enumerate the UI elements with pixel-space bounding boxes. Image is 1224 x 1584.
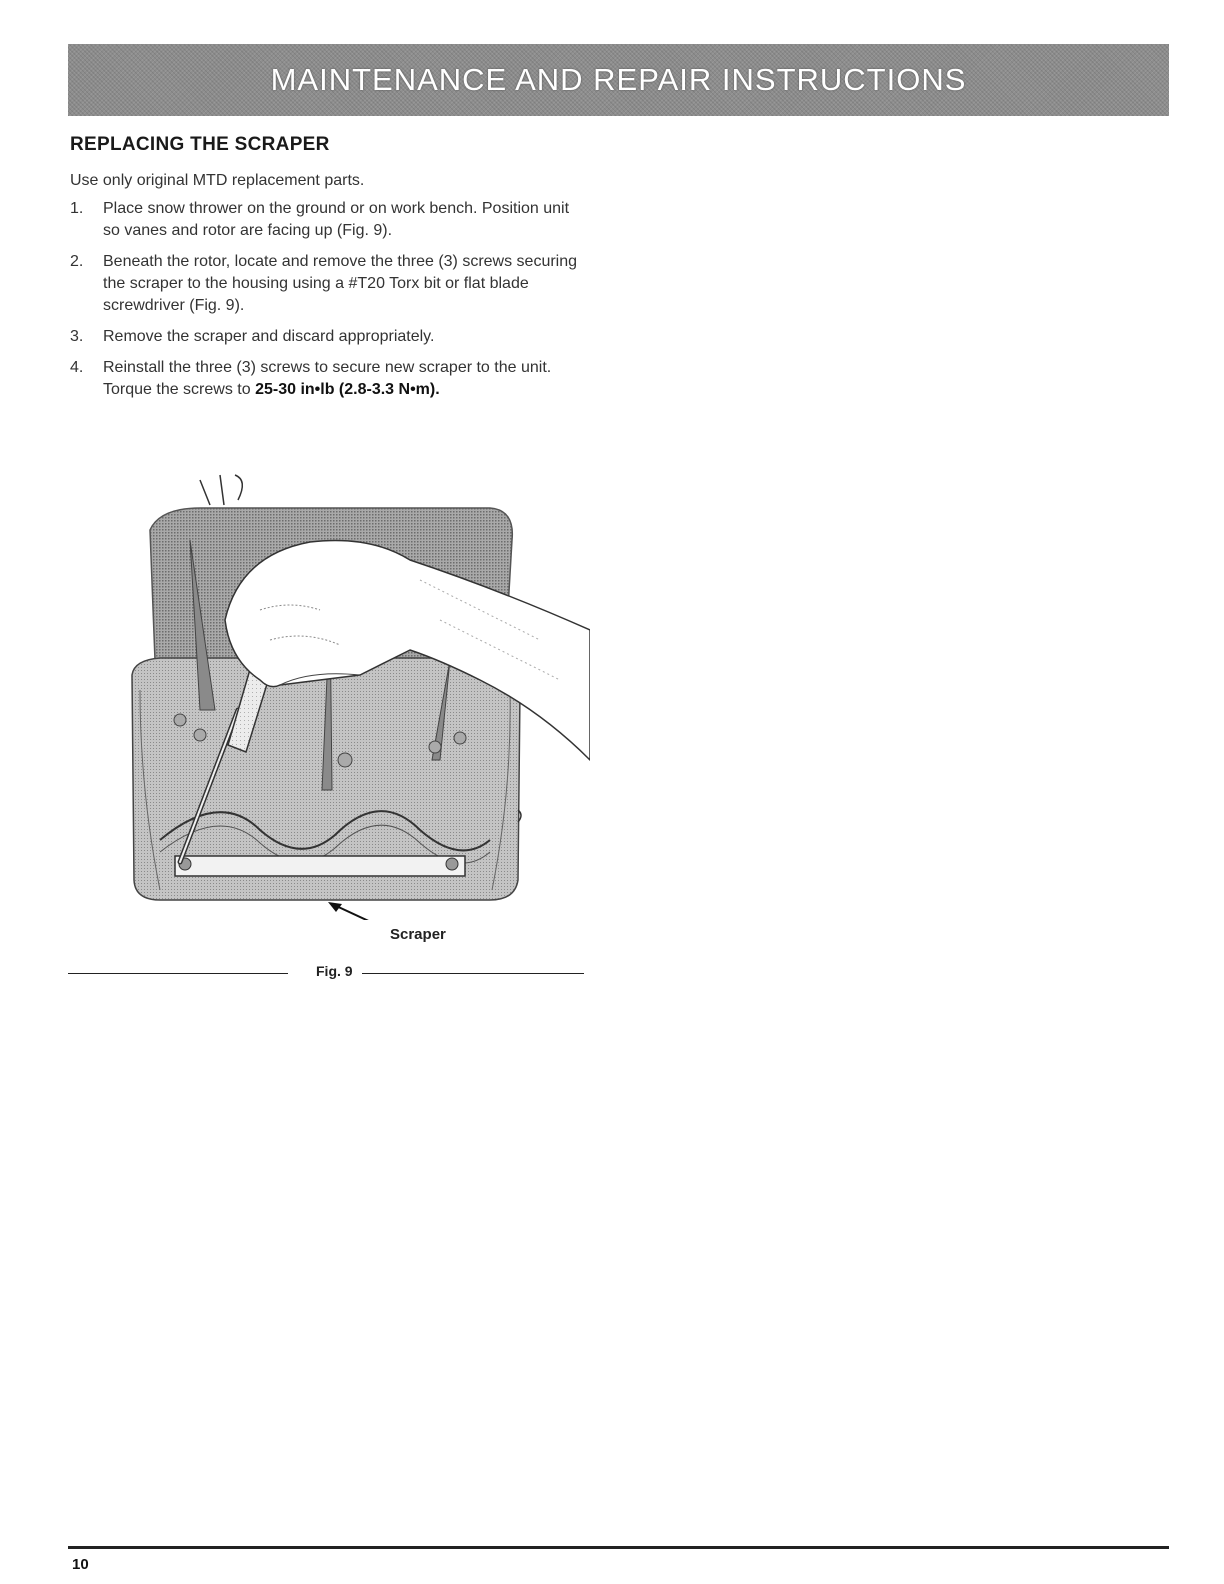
step-2 [70, 251, 590, 317]
caption-rule-left [68, 973, 288, 974]
figure-9-illustration [120, 460, 590, 920]
step-4 [70, 357, 590, 401]
step-1 [70, 198, 590, 242]
step-text: Place snow thrower on the ground or on work bench. Position unit so vanes and rotor are facing up (Fig. 9). [103, 200, 570, 239]
caption-rule-right [362, 973, 584, 974]
step-number: 3. [70, 328, 84, 345]
figure-caption: Fig. 9 [316, 963, 353, 979]
step-number: 4. [70, 359, 84, 376]
torque-spec: 25-30 in•lb (2.8-3.3 N•m). [255, 381, 440, 398]
header-bar [68, 44, 1169, 116]
scraper-callout-label: Scraper [390, 926, 446, 943]
step-text: Remove the scraper and discard appropriately. [103, 328, 435, 345]
step-3 [70, 326, 590, 348]
step-number: 1. [70, 200, 84, 217]
section-title: REPLACING THE SCRAPER [70, 134, 330, 155]
page-number: 10 [72, 1556, 89, 1573]
intro-text: Use only original MTD replacement parts. [70, 172, 365, 189]
step-text: Beneath the rotor, locate and remove the three (3) screws securing the scraper to the housing using a #T20 Torx bit or flat blade screwdriver (Fig. 9). [103, 253, 578, 314]
instruction-steps [70, 198, 590, 410]
footer-rule [68, 1546, 1169, 1549]
step-number: 2. [70, 253, 84, 270]
snow-thrower-illustration [120, 460, 590, 920]
page-header-title: MAINTENANCE AND REPAIR INSTRUCTIONS [270, 62, 967, 97]
step-text: Reinstall the three (3) screws to secure new scraper to the unit. Torque the screws to [103, 359, 552, 398]
